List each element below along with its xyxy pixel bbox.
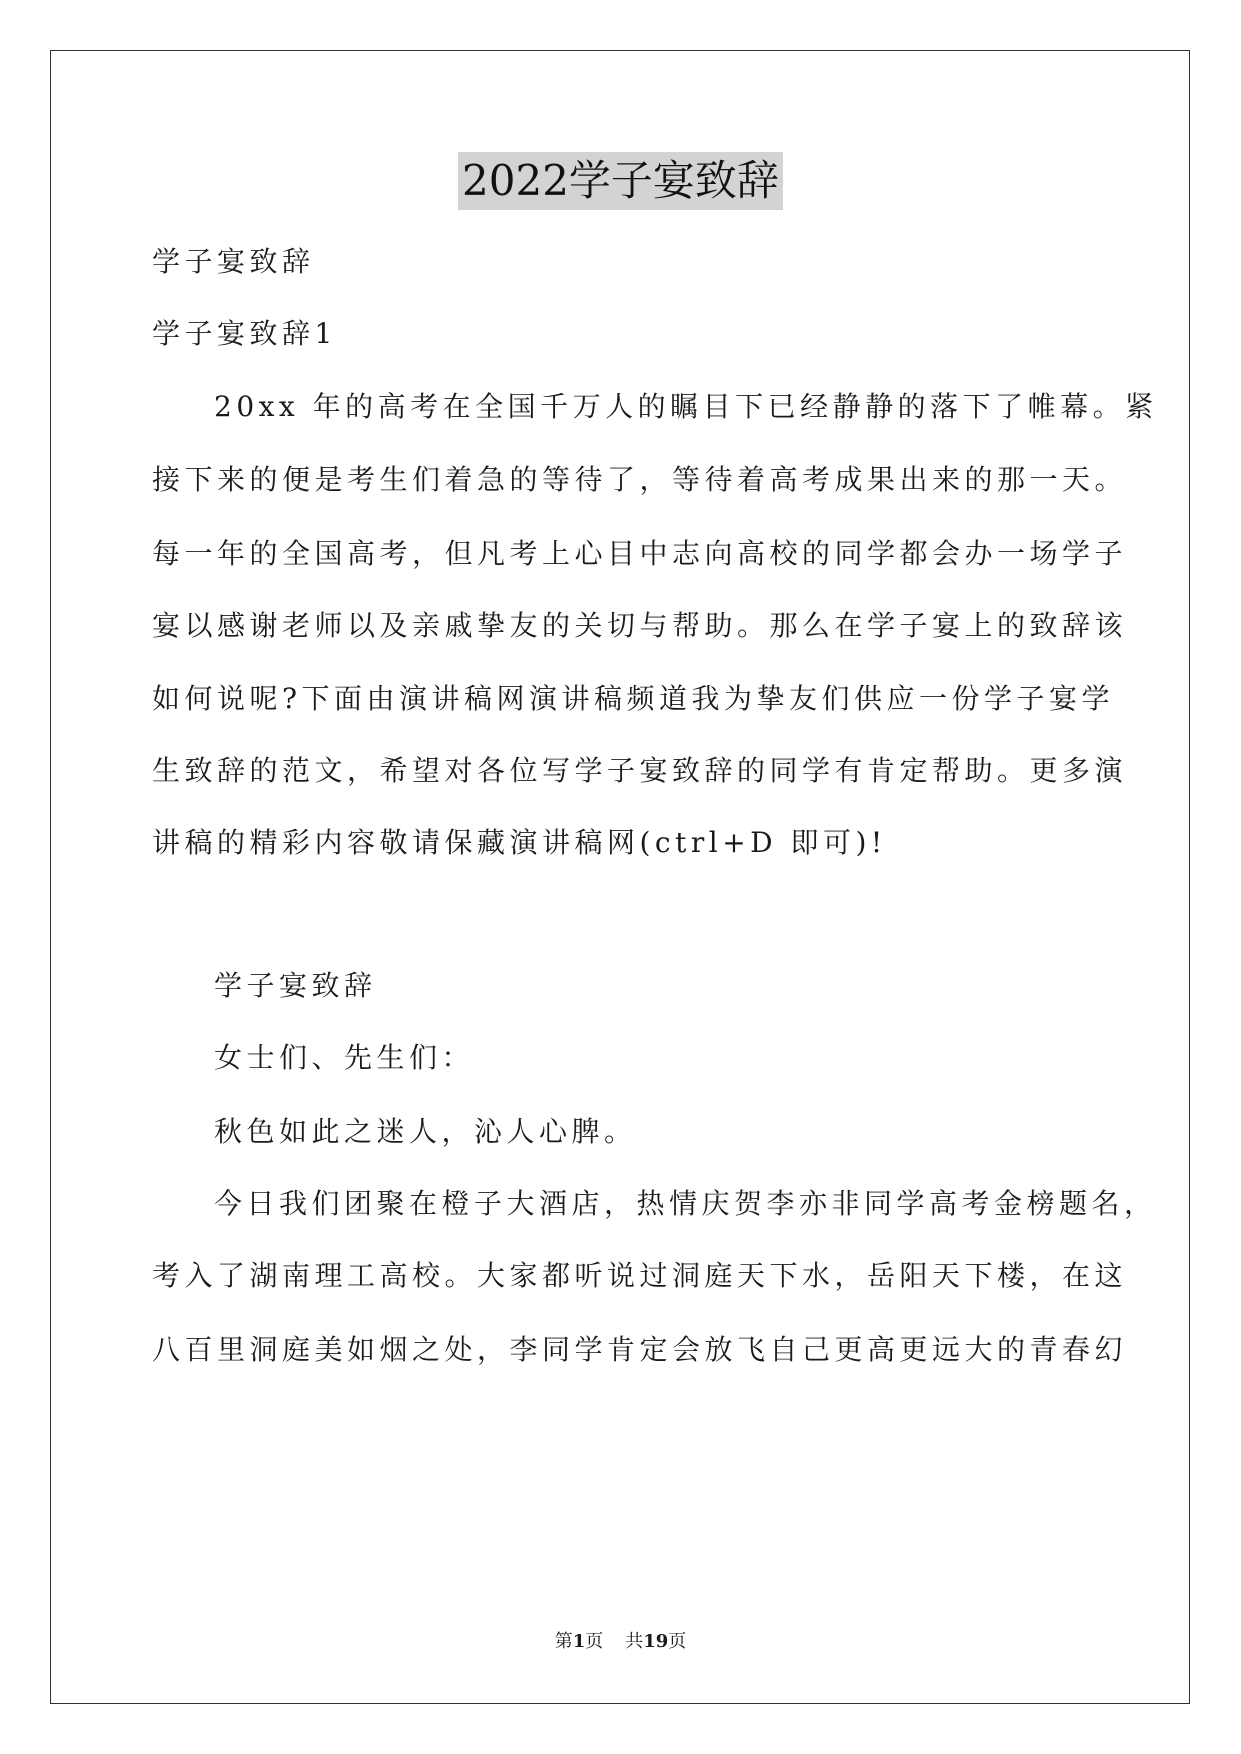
paragraph: 秋色如此之迷人，沁人心脾。 (214, 1115, 637, 1148)
paragraph-line: 考入了湖南理工高校。大家都听说过洞庭天下水，岳阳天下楼，在这 (152, 1259, 1128, 1292)
intro-line: 如何说呢?下面由演讲稿网演讲稿频道我为挚友们供应一份学子宴学 (152, 682, 1115, 715)
paragraph-line: 八百里洞庭美如烟之处，李同学肯定会放飞自己更高更远大的青春幻 (152, 1333, 1128, 1366)
intro-line: 接下来的便是考生们着急的等待了，等待着高考成果出来的那一天。 (152, 463, 1128, 496)
title-wrap (0, 152, 1241, 210)
heading-1: 学子宴致辞 (152, 245, 315, 278)
document-title: 2022学子宴致辞 (458, 152, 783, 210)
page-total: 19 (643, 1631, 669, 1652)
greeting: 女士们、先生们： (214, 1041, 475, 1074)
intro-line: 讲稿的精彩内容敬请保藏演讲稿网(ctrl+D 即可)! (152, 826, 887, 859)
speech-title: 学子宴致辞 (214, 969, 377, 1002)
paragraph-line: 今日我们团聚在橙子大酒店，热情庆贺李亦非同学高考金榜题名， (214, 1187, 1157, 1220)
total-prefix: 共 (625, 1631, 644, 1652)
page-prefix: 第 (554, 1631, 573, 1652)
intro-line: 生致辞的范文，希望对各位写学子宴致辞的同学有肯定帮助。更多演 (152, 754, 1128, 787)
intro-line: 每一年的全国高考，但凡考上心目中志向高校的同学都会办一场学子 (152, 537, 1128, 570)
page-border (50, 50, 1190, 1704)
intro-line: 20xx 年的高考在全国千万人的瞩目下已经静静的落下了帷幕。紧 (214, 390, 1158, 423)
total-suffix: 页 (668, 1631, 687, 1652)
heading-2: 学子宴致辞1 (152, 317, 337, 350)
page-current: 1 (572, 1631, 586, 1652)
page-footer (0, 1630, 1241, 1654)
page-suffix: 页 (585, 1631, 604, 1652)
intro-line: 宴以感谢老师以及亲戚挚友的关切与帮助。那么在学子宴上的致辞该 (152, 609, 1128, 642)
